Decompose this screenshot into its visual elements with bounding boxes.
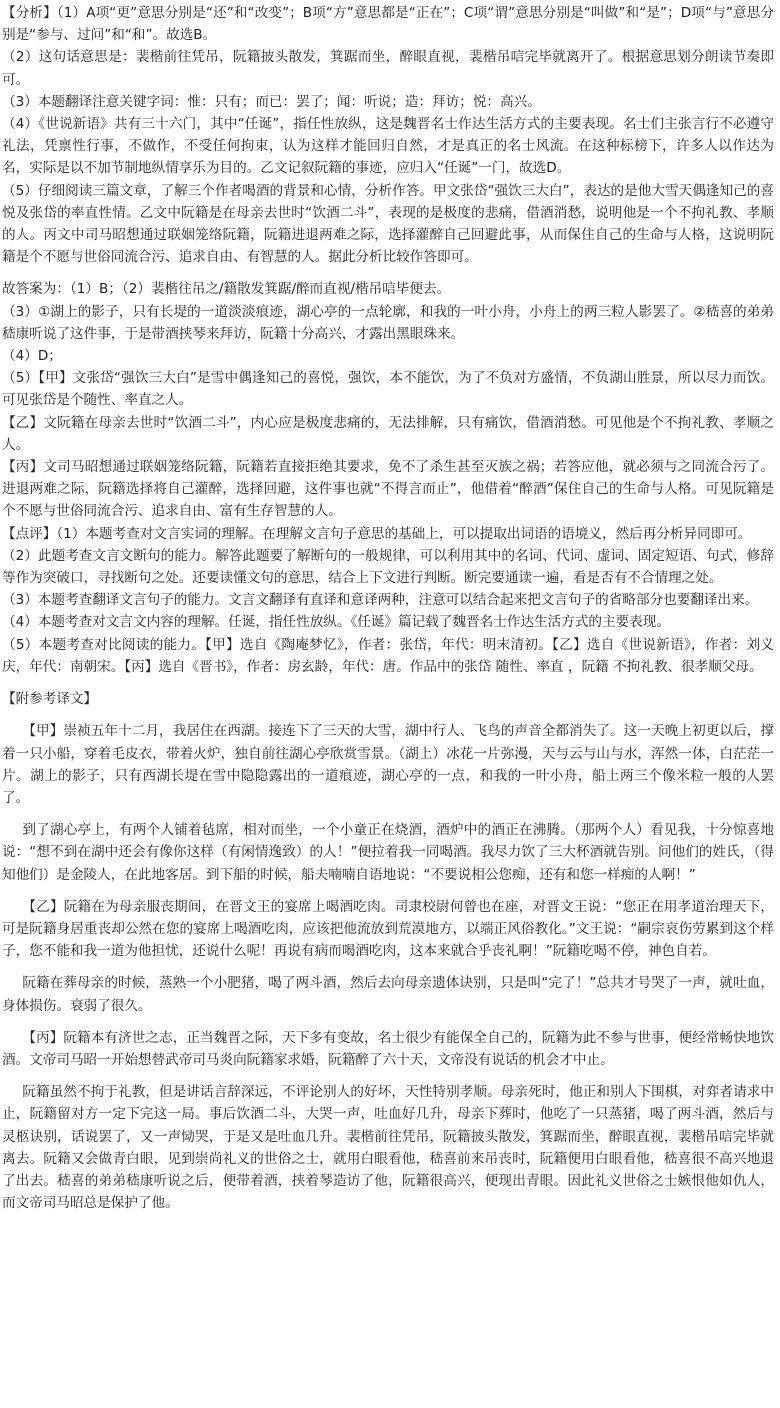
translation-paragraph: 到了湖心亭上，有两个人铺着毡席，相对而坐，一个小童正在烧酒，酒炉中的酒正在沸腾。（那两个人）看见我，十分惊喜地说：“想不到在湖中还会有像你这样（有闲情逸致）的人！”便拉着我一同喝酒。我尽力饮了三大杯酒就告别。问他们的姓氏，（得知他们）是金陵人，在此地客居。到下船的时候，船夫喃喃自语地说：“不要说相公您痴，还有和您一样痴的人啊！” <box>2 822 774 883</box>
translation-section <box>2 688 774 1214</box>
analysis-paragraph: （5）仔细阅读三篇文章，了解三个作者喝酒的背景和心情，分析作答。甲文张岱“强饮三大白”，表达的是他大雪天偶逢知己的喜悦及张岱的率直性情。乙文中阮籍是在母亲去世时“饮酒二斗”，表现的是极度的悲痛，借酒消愁，说明他是一个不拘礼教、孝顺的人。丙文中司马昭想通过联姻笼络阮籍，阮籍进退两难之际，选择灌醉自己回避此事，从而保住自己的生命与人格，这说明阮籍是个不愿与世俗同流合污、追求自由、有智慧的人。据此分析比较作答即可。 <box>2 182 774 266</box>
answer-paragraph: 【乙】文阮籍在母亲去世时“饮酒二斗”，内心应是极度悲痛的，无法排解，只有痛饮，借酒消愁。可见他是个不拘礼教、孝顺之人。 <box>2 414 774 453</box>
comment-paragraph: （3）本题考查翻译文言句子的能力。文言文翻译有直译和意译两种，注意可以结合起来把文言句子的省略部分也要翻译出来。 <box>2 592 759 609</box>
answers-section <box>2 278 774 522</box>
translation-paragraph: 【甲】崇祯五年十二月，我居住在西湖。接连下了三天的大雪，湖中行人、飞鸟的声音全都消失了。这一天晚上初更以后，撑着一只小船，穿着毛皮衣，带着火炉，独自前往湖心亭欣赏雪景。（湖上）冰花一片弥漫，天与云与山与水，浑然一体，白茫茫一片。湖上的影子，只有西湖长堤在雪中隐隐露出的一道痕迹，湖心亭的一点，和我的一叶小舟，船上两三个像米粒一般的人罢了。 <box>2 723 774 806</box>
answer-paragraph: 故答案为：（1）B；（2）裴楷往吊之/籍散发箕踞/醉而直视/楷吊唁毕便去。 <box>2 281 451 298</box>
answer-paragraph: （4）D； <box>2 348 62 365</box>
comments-section <box>2 523 774 678</box>
translation-paragraph: 阮籍虽然不拘于礼教，但是讲话言辞深远，不评论别人的好坏，天性特别孝顺。母亲死时，他正和别人下围棋，对弈者请求中止，阮籍留对方一定下完这一局。事后饮酒二斗，大哭一声，吐血好几升，母亲下葬时，他吃了一只蒸猪，喝了两斗酒，然后与灵柩诀别，话说罢了，又一声恸哭，于是又是吐血几升。裴楷前往凭吊，阮籍披头散发，箕踞而坐，醉眼直视，裴楷吊唁完毕就离去。阮籍又会做青白眼，见到崇尚礼义的世俗之士，就用白眼看他，嵇喜前来吊丧时，阮籍便用白眼看他，嵇喜很不高兴地退了出去。嵇喜的弟弟嵇康听说之后，便带着酒，挟着琴造访了他，阮籍很高兴，便现出青眼。因此礼义世俗之士嫉恨他如仇人，而文帝司马昭总是保护了他。 <box>2 1084 774 1212</box>
translation-paragraph: 【丙】阮籍本有济世之志，正当魏晋之际，天下多有变故，名士很少有能保全自己的，阮籍为此不参与世事，便经常畅快地饮酒。文帝司马昭一开始想替武帝司马炎向阮籍家求婚，阮籍醉了六十天，文帝没有说话的机会才中止。 <box>2 1029 774 1068</box>
comment-paragraph: （4）本题考查对文言文内容的理解。任诞，指任性放纵。《任诞》篇记载了魏晋名士作达生活方式的主要表现。 <box>2 614 670 631</box>
analysis-section <box>2 2 774 268</box>
answer-paragraph: （3）①湖上的影子，只有长堤的一道淡淡痕迹，湖心亭的一点轮廓，和我的一叶小舟，小舟上的两三粒人影罢了。②嵇喜的弟弟嵇康听说了这件事，于是带酒挟琴来拜访，阮籍十分高兴，才露出黑眼珠来。 <box>2 303 774 342</box>
translation-paragraph: 【乙】阮籍在为母亲服丧期间，在晋文王的宴席上喝酒吃肉。司隶校尉何曾也在座，对晋文王说：“您正在用孝道治理天下，可是阮籍身居重丧却公然在您的宴席上喝酒吃肉，应该把他流放到荒漠地方，以端正风俗教化。”文王说：“嗣宗哀伤劳累到这个样子，您不能和我一道为他担忧，还说什么呢！再说有病而喝酒吃肉，这本来就合乎丧礼啊！”阮籍吃喝不停，神色自若。 <box>2 898 774 960</box>
comment-paragraph: 【点评】（1）本题考查对文言实词的理解。在理解文言句子意思的基础上，可以提取出词语的语境义，然后再分析异同即可。 <box>2 525 752 542</box>
translation-paragraph: 阮籍在葬母亲的时候，蒸熟一个小肥猪，喝了两斗酒，然后去向母亲遗体诀别，只是叫“完了！”总共才号哭了一声，就吐血，身体损伤。衰弱了很久。 <box>2 975 774 1014</box>
comment-paragraph: （2）此题考查文言文断句的能力。解答此题要了解断句的一般规律，可以利用其中的名词、代词、虚词、固定短语、句式，修辞等作为突破口，寻找断句之处。还要读懂文句的意思，结合上下文进行判断。断完要通读一遍，看是否有不合情理之处。 <box>2 547 774 587</box>
analysis-paragraph: （2）这句话意思是：裴楷前往凭吊，阮籍披头散发，箕踞而坐，醉眼直视，裴楷吊唁完毕就离开了。根据意思划分朗读节奏即可。 <box>2 49 774 88</box>
analysis-paragraph: （3）本题翻译注意关键字词：惟：只有；而已：罢了；闻：听说；造：拜访；悦：高兴。 <box>2 93 541 110</box>
answer-paragraph: （5）【甲】文张岱“强饮三大白”是雪中偶逢知己的喜悦，强饮，本不能饮，为了不负对方盛情，不负湖山胜景，所以尽力而饮。可见张岱是个随性、率直之人。 <box>2 370 774 409</box>
translation-heading: 【附参考译文】 <box>2 691 98 708</box>
analysis-paragraph: （4）《世说新语》共有三十六门，其中“任诞”，指任性放纵，这是魏晋名士作达生活方式的主要表现。名士们主张言行不必遵守礼法，凭禀性行事，不做作，不受任何拘束，认为这样才能回归自然，才是真正的名士风流。在这种标榜下，许多人以作达为名，实际是以不加节制地纵情享乐为目的。乙文记叙阮籍的事迹，应归入“任诞”一门，故选D。 <box>2 116 774 177</box>
answer-paragraph: 【丙】文司马昭想通过联姻笼络阮籍，阮籍若直接拒绝其要求，免不了杀生甚至灭族之祸；若答应他，就必须与之同流合污了。进退两难之际，阮籍选择将自己灌醉，选择回避，这件事也就“不得言而止”，他借着“醉酒”保住自己的生命与人格。可见阮籍是个不愿与世俗同流合污、追求自由、富有生存智慧的人。 <box>2 459 774 520</box>
comment-paragraph: （5）本题考查对比阅读的能力。【甲】选自《陶庵梦忆》，作者：张岱，年代：明末清初。【乙】选自《世说新语》，作者：刘义庆，年代：南朝宋。【丙】选自《晋书》，作者：房玄龄，年代：唐。作品中的张岱 随性、率直 ，阮籍 不拘礼教、很孝顺父母。 <box>2 636 774 675</box>
analysis-paragraph: 【分析】（1）A项“更”意思分别是“还”和“改变”；B项“方”意思都是“正在”；C项“谓”意思分别是“叫做”和“是”；D项“与”意思分别是“参与、过问”和“和”。故选B。 <box>2 5 774 44</box>
